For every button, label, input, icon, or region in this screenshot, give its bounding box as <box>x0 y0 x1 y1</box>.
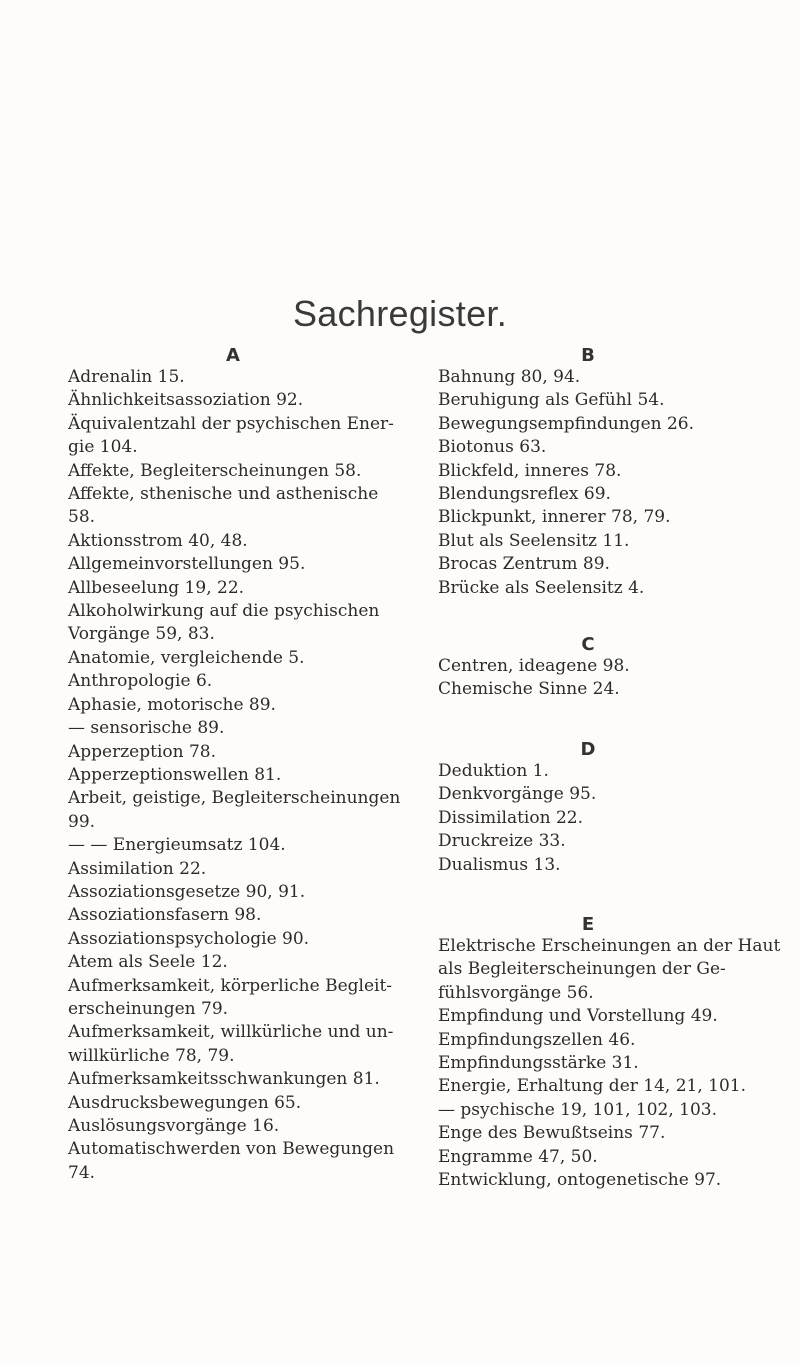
index-entry <box>438 577 738 600</box>
index-entry-text: Aktionsstrom 40, 48. <box>68 530 248 551</box>
index-entry-text: Denkvorgänge 95. <box>438 784 597 805</box>
index-entry-text: Brücke als Seelensitz 4. <box>438 577 645 598</box>
section-letter-a: A <box>226 345 240 366</box>
index-entry <box>438 413 738 436</box>
index-entry <box>438 506 738 529</box>
index-entry <box>438 1146 738 1169</box>
index-entry <box>438 807 738 830</box>
section-c-entries <box>438 655 738 702</box>
index-entry <box>438 366 738 389</box>
index-entry-continuation: erscheinungen 79. <box>68 998 229 1019</box>
section-letter-c: C <box>581 634 595 656</box>
index-entry <box>438 854 738 877</box>
index-entry-text: Arbeit, geistige, Begleiterscheinungen <box>68 788 401 809</box>
index-entry-text: Affekte, sthenische und asthenische <box>68 484 379 505</box>
index-entry <box>68 553 398 576</box>
index-entry-continuation: 74. <box>68 1162 96 1183</box>
section-d-entries <box>438 760 738 877</box>
index-entry <box>68 787 401 834</box>
section-a-entries <box>68 366 401 1185</box>
index-entry <box>68 1021 398 1068</box>
index-entry <box>438 530 738 553</box>
index-entry-continuation: 99. <box>68 811 96 832</box>
index-entry <box>68 951 398 974</box>
index-entry <box>438 1029 738 1052</box>
index-entry <box>68 577 398 600</box>
index-entry <box>68 1138 398 1185</box>
index-entry-text: Anatomie, vergleichende 5. <box>68 647 305 668</box>
index-entry-text: Biotonus 63. <box>438 437 547 458</box>
index-entry-text: Aphasie, motorische 89. <box>68 694 276 715</box>
index-entry <box>438 460 738 483</box>
index-column-right <box>438 345 781 1192</box>
index-entry-text: Chemische Sinne 24. <box>438 679 620 700</box>
index-entry-text: Auslösungsvorgänge 16. <box>68 1116 280 1136</box>
index-column-left <box>68 345 401 1185</box>
index-entry <box>438 1075 747 1098</box>
index-entry-text: — psychische 19, 101, 102, 103. <box>438 1099 717 1120</box>
index-entry-text: Blut als Seelensitz 11. <box>438 530 630 551</box>
index-entry <box>438 655 738 678</box>
index-entry <box>68 483 398 530</box>
index-entry-continuation: als Begleiterscheinungen der Ge- <box>438 959 726 980</box>
index-entry <box>438 1099 738 1122</box>
index-entry <box>438 553 738 576</box>
index-entry-text: Beruhigung als Gefühl 54. <box>438 390 665 411</box>
index-entry-text: Engramme 47, 50. <box>438 1146 598 1167</box>
index-entry <box>68 834 398 857</box>
index-entry <box>438 678 738 701</box>
index-entry <box>68 670 398 693</box>
index-entry <box>68 741 398 764</box>
index-entry <box>438 1169 738 1192</box>
index-entry-text: Ausdrucksbewegungen 65. <box>68 1092 302 1113</box>
section-letter-b: B <box>581 345 595 366</box>
index-entry <box>68 975 398 1022</box>
index-entry-text: Ähnlichkeitsassoziation 92. <box>68 390 304 411</box>
index-entry-continuation: fühlsvorgänge 56. <box>438 982 594 1003</box>
index-entry <box>438 830 738 853</box>
index-entry <box>438 483 738 506</box>
index-entry <box>68 881 398 904</box>
index-entry-text: Anthropologie 6. <box>68 671 213 692</box>
index-entry-text: Assoziationspsychologie 90. <box>68 928 310 949</box>
index-entry-text: Empfindungsstärke 31. <box>438 1052 639 1073</box>
index-entry-continuation: Vorgänge 59, 83. <box>68 624 215 645</box>
index-entry-text: — sensorische 89. <box>68 718 225 739</box>
index-entry-continuation: willkürliche 78, 79. <box>68 1045 235 1066</box>
index-entry <box>438 760 738 783</box>
index-entry-continuation: gie 104. <box>68 437 138 458</box>
index-entry <box>68 1115 398 1138</box>
index-entry-text: Druckreize 33. <box>438 831 566 852</box>
index-entry-text: Deduktion 1. <box>438 760 549 781</box>
index-entry <box>438 389 738 412</box>
index-entry-text: Assoziationsfasern 98. <box>68 905 262 926</box>
index-entry <box>68 694 398 717</box>
section-letter-e: E <box>581 913 595 935</box>
index-entry-text: Assoziationsgesetze 90, 91. <box>68 881 306 902</box>
index-entry <box>68 1068 398 1091</box>
index-entry-text: Blendungsreflex 69. <box>438 484 611 505</box>
index-entry <box>68 858 398 881</box>
index-entry-text: Blickpunkt, innerer 78, 79. <box>438 507 671 528</box>
index-entry-text: Blickfeld, inneres 78. <box>438 460 622 481</box>
index-entry-text: Apperzeption 78. <box>68 741 217 762</box>
index-entry <box>438 1122 738 1145</box>
section-e-entries <box>438 935 781 1192</box>
index-entry <box>438 1052 738 1075</box>
index-entry-text: Automatischwerden von Bewegungen <box>68 1139 395 1160</box>
index-entry-text: Brocas Zentrum 89. <box>438 554 610 575</box>
index-entry <box>68 904 398 927</box>
index-entry-text: Entwicklung, ontogenetische 97. <box>438 1169 722 1190</box>
index-entry-text: Enge des Bewußtseins 77. <box>438 1123 666 1144</box>
index-entry-text: Assimilation 22. <box>68 858 207 879</box>
index-entry-text: Bahnung 80, 94. <box>438 367 581 387</box>
index-entry-text: Aufmerksamkeitsschwankungen 81. <box>68 1069 380 1090</box>
index-entry-text: Energie, Erhaltung der 14, 21, 101. <box>438 1076 747 1097</box>
index-entry-text: Aufmerksamkeit, willkürliche und un- <box>68 1022 394 1043</box>
index-entry <box>68 413 398 460</box>
index-entry <box>438 935 781 1005</box>
index-entry-text: Elektrische Erscheinungen an der Haut <box>438 935 781 956</box>
index-entry-text: Allgemeinvorstellungen 95. <box>68 554 306 575</box>
section-b-entries <box>438 366 738 600</box>
index-entry-continuation: 58. <box>68 507 96 528</box>
index-entry <box>68 366 398 389</box>
section-letter-d: D <box>580 738 596 760</box>
index-entry-text: Äquivalentzahl der psychischen Ener- <box>68 413 394 434</box>
index-entry-text: Alkoholwirkung auf die psychischen <box>68 601 380 622</box>
index-entry <box>68 764 398 787</box>
index-entry-text: — — Energieumsatz 104. <box>68 835 286 856</box>
index-entry-text: Empfindung und Vorstellung 49. <box>438 1006 718 1027</box>
index-entry <box>68 600 398 647</box>
index-entry <box>68 389 398 412</box>
index-entry-text: Allbeseelung 19, 22. <box>68 577 245 598</box>
index-entry <box>68 928 398 951</box>
index-entry-text: Adrenalin 15. <box>68 367 185 387</box>
index-entry <box>438 783 738 806</box>
index-entry <box>438 436 738 459</box>
index-entry-text: Centren, ideagene 98. <box>438 656 630 677</box>
index-entry-text: Dissimilation 22. <box>438 807 583 828</box>
index-entry-text: Atem als Seele 12. <box>68 952 228 973</box>
index-entry <box>68 717 398 740</box>
index-entry-text: Dualismus 13. <box>438 854 561 875</box>
index-entry-text: Empfindungszellen 46. <box>438 1029 636 1050</box>
index-entry <box>68 647 398 670</box>
index-entry-text: Aufmerksamkeit, körperliche Begleit- <box>68 975 393 996</box>
index-entry <box>438 1005 738 1028</box>
index-entry-text: Affekte, Begleiterscheinungen 58. <box>68 460 362 481</box>
index-entry <box>68 530 398 553</box>
index-entry <box>68 1092 398 1115</box>
page-title: Sachregister. <box>292 293 507 334</box>
index-entry-text: Bewegungsempfindungen 26. <box>438 413 695 434</box>
index-entry-text: Apperzeptionswellen 81. <box>68 764 282 785</box>
index-entry <box>68 460 398 483</box>
